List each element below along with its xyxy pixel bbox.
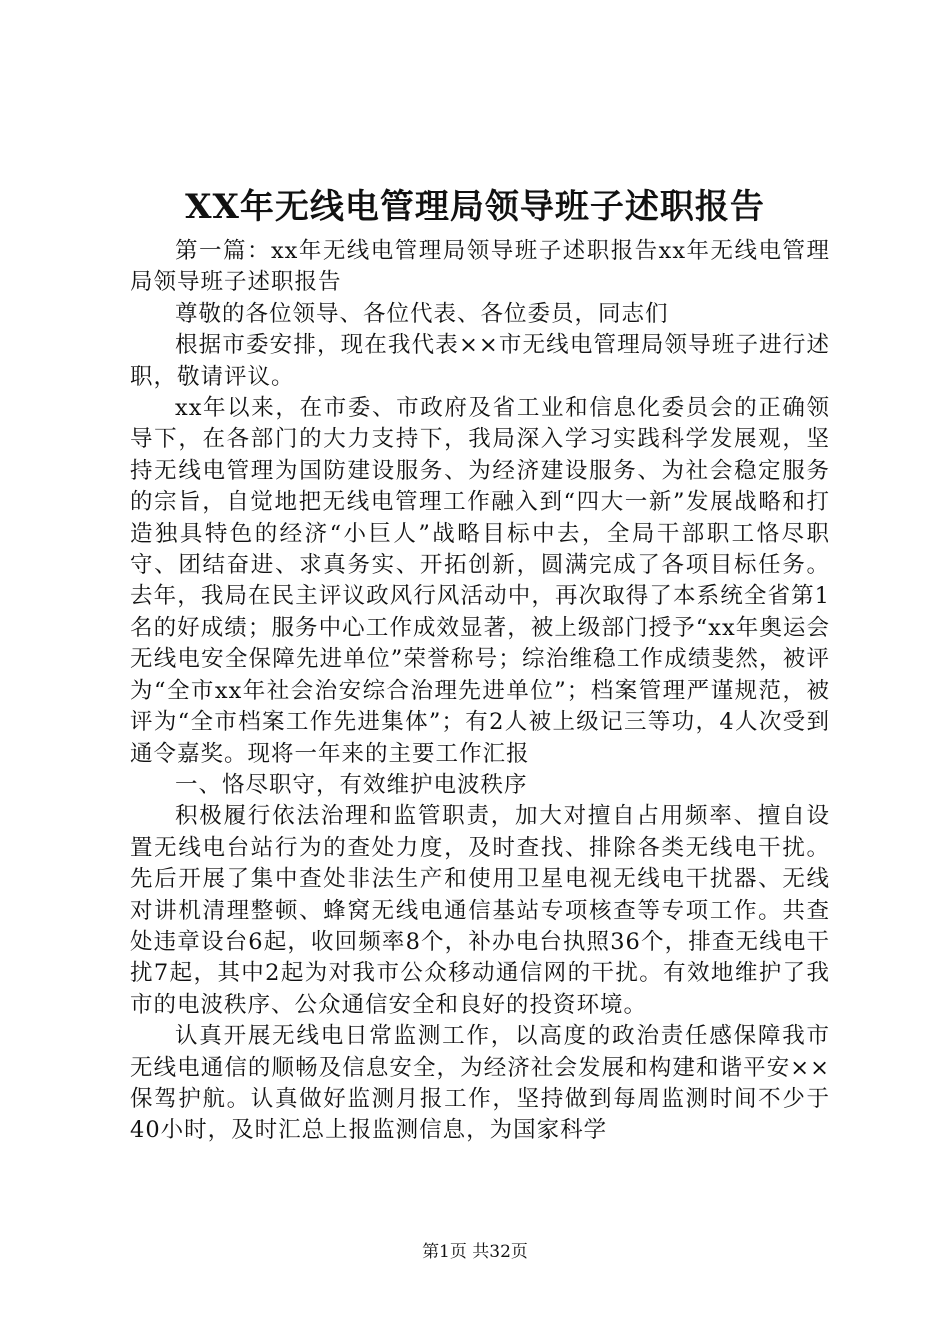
paragraph-intro: 第一篇：xx年无线电管理局领导班子述职报告xx年无线电管理局领导班子述职报告 [130, 238, 830, 296]
paragraph-enforcement: 积极履行依法治理和监管职责，加大对擅自占用频率、擅自设置无线电台站行为的查处力度，及时查找、排除各类无线电干扰。先后开展了集中查处非法生产和使用卫星电视无线电干扰器、无线对讲机清理整顿、蜂窝无线电通信基站专项核查等专项工作。共查处违章设台6起，收回频率8个，补办电台执照36个，排查无线电干扰7起，其中2起为对我市公众移动通信网的干扰。有效地维护了我市的电波秩序、公众通信安全和良好的投资环境。 [130, 803, 830, 1018]
section-heading-1: 一、恪尽职守，有效维护电波秩序 [175, 771, 528, 798]
document-title: XX年无线电管理局领导班子述职报告 [185, 187, 765, 227]
paragraph-opening: 根据市委安排，现在我代表××市无线电管理局领导班子进行述职，敬请评议。 [130, 332, 830, 390]
document-body [130, 236, 830, 1147]
paragraph-summary: xx年以来，在市委、市政府及省工业和信息化委员会的正确领导下，在各部门的大力支持下，我局深入学习实践科学发展观，坚持无线电管理为国防建设服务、为经济建设服务、为社会稳定服务的宗旨，自觉地把无线电管理工作融入到“四大一新”发展战略和打造独具特色的经济“小巨人”战略目标中去，全局干部职工恪尽职守、团结奋进、求真务实、开拓创新，圆满完成了各项目标任务。去年，我局在民主评议政风行风活动中，再次取得了本系统全省第1名的好成绩；服务中心工作成效显著，被上级部门授予“xx年奥运会无线电安全保障先进单位”荣誉称号；综治维稳工作成绩斐然，被评为“全市xx年社会治安综合治理先进单位”；档案管理严谨规范，被评为“全市档案工作先进集体”；有2人被上级记三等功，4人次受到通令嘉奖。现将一年来的主要工作汇报 [130, 395, 830, 767]
paragraph-salutation: 尊敬的各位领导、各位代表、各位委员，同志们 [175, 300, 669, 327]
page-number: 第1页 共32页 [422, 1242, 528, 1262]
paragraph-monitoring: 认真开展无线电日常监测工作，以高度的政治责任感保障我市无线电通信的顺畅及信息安全，为经济社会发展和构建和谐平安××保驾护航。认真做好监测月报工作，坚持做到每周监测时间不少于40小时，及时汇总上报监测信息，为国家科学 [130, 1023, 830, 1144]
